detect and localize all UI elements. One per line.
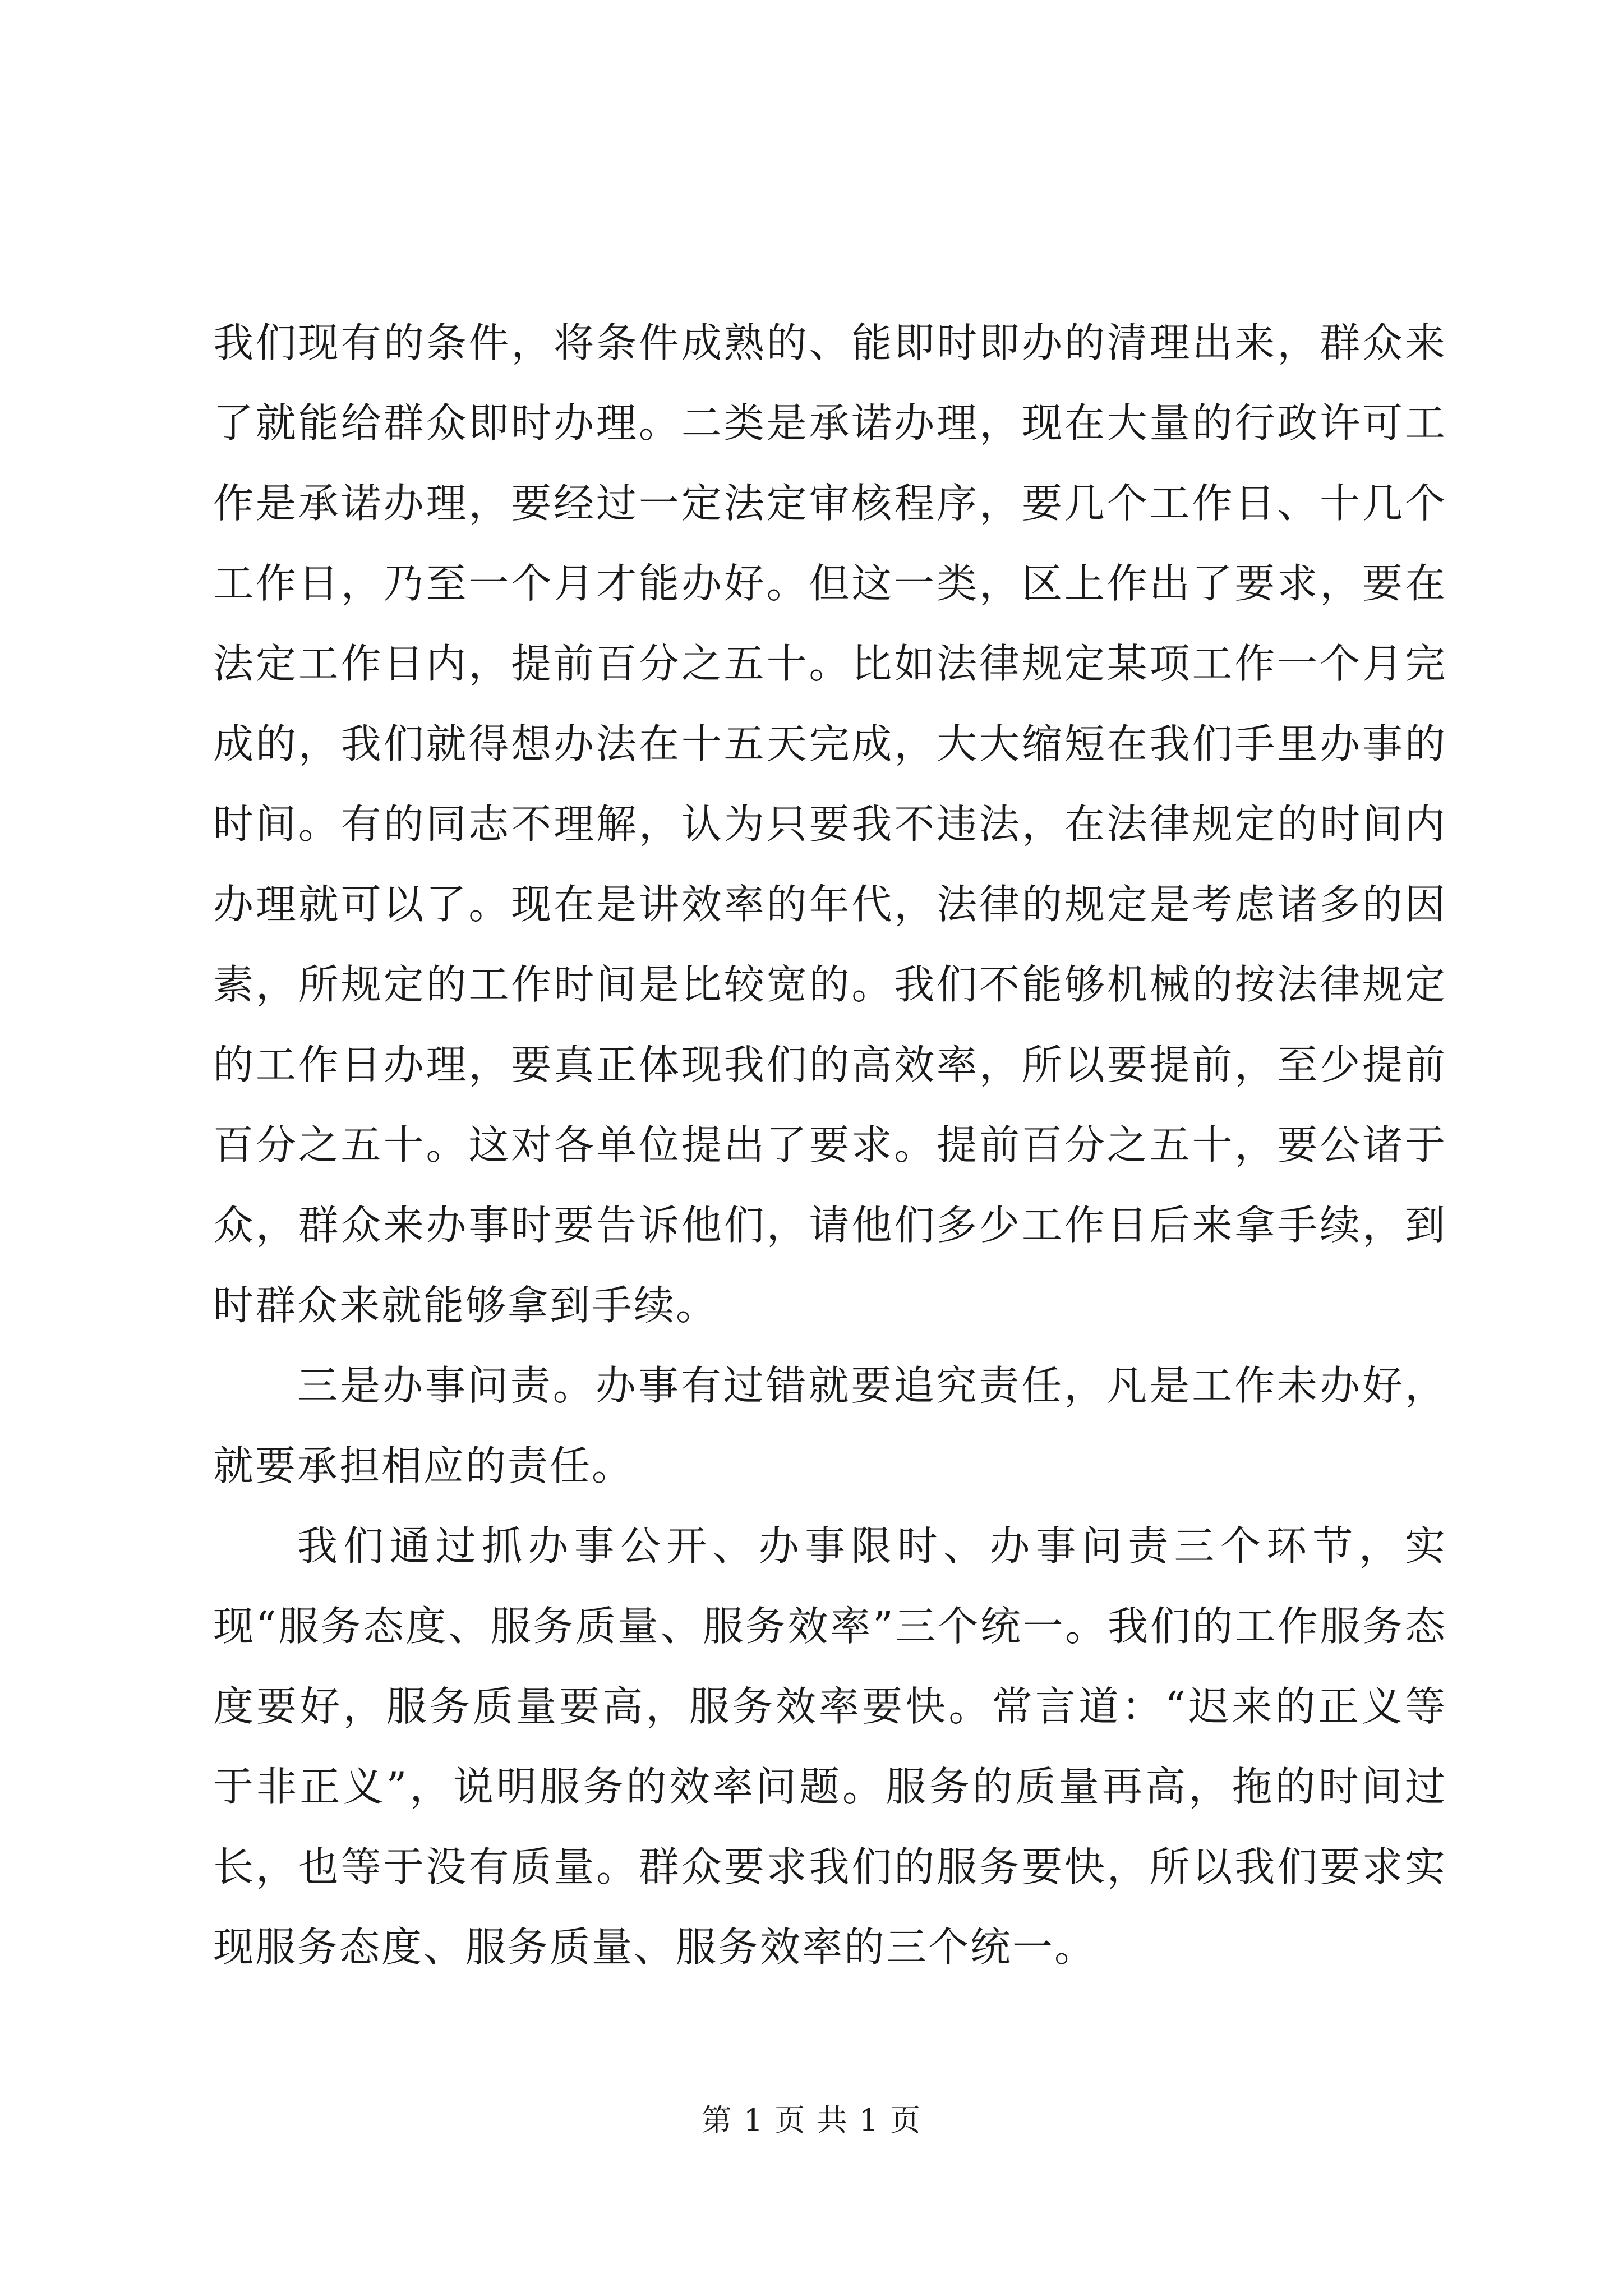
paragraph-2: 三是办事问责。办事有过错就要追究责任，凡是工作未办好，就要承担相应的责任。	[213, 1362, 1447, 1489]
document-body	[213, 303, 1447, 1987]
paragraph-3: 我们通过抓办事公开、办事限时、办事问责三个环节，实现“服务态度、服务质量、服务效率”三个统一。我们的工作服务态度要好，服务质量要高，服务效率要快。常言道：“迟来的正义等于非正义”，说明服务的效率问题。服务的质量再高，拖的时间过长，也等于没有质量。群众要求我们的服务要快，所以我们要求实现服务态度、服务质量、服务效率的三个统一。	[213, 1522, 1447, 1971]
paragraph-1: 我们现有的条件，将条件成熟的、能即时即办的清理出来，群众来了就能给群众即时办理。二类是承诺办理，现在大量的行政许可工作是承诺办理，要经过一定法定审核程序，要几个工作日、十几个工作日，乃至一个月才能办好。但这一类，区上作出了要求，要在法定工作日内，提前百分之五十。比如法律规定某项工作一个月完成的，我们就得想办法在十五天完成，大大缩短在我们手里办事的时间。有的同志不理解，认为只要我不违法，在法律规定的时间内办理就可以了。现在是讲效率的年代，法律的规定是考虑诸多的因素，所规定的工作时间是比较宽的。我们不能够机械的按法律规定的工作日办理，要真正体现我们的高效率，所以要提前，至少提前百分之五十。这对各单位提出了要求。提前百分之五十，要公诸于众，群众来办事时要告诉他们，请他们多少工作日后来拿手续，到时群众来就能够拿到手续。	[213, 319, 1447, 1329]
page-footer: 第 1 页 共 1 页	[701, 2102, 922, 2138]
